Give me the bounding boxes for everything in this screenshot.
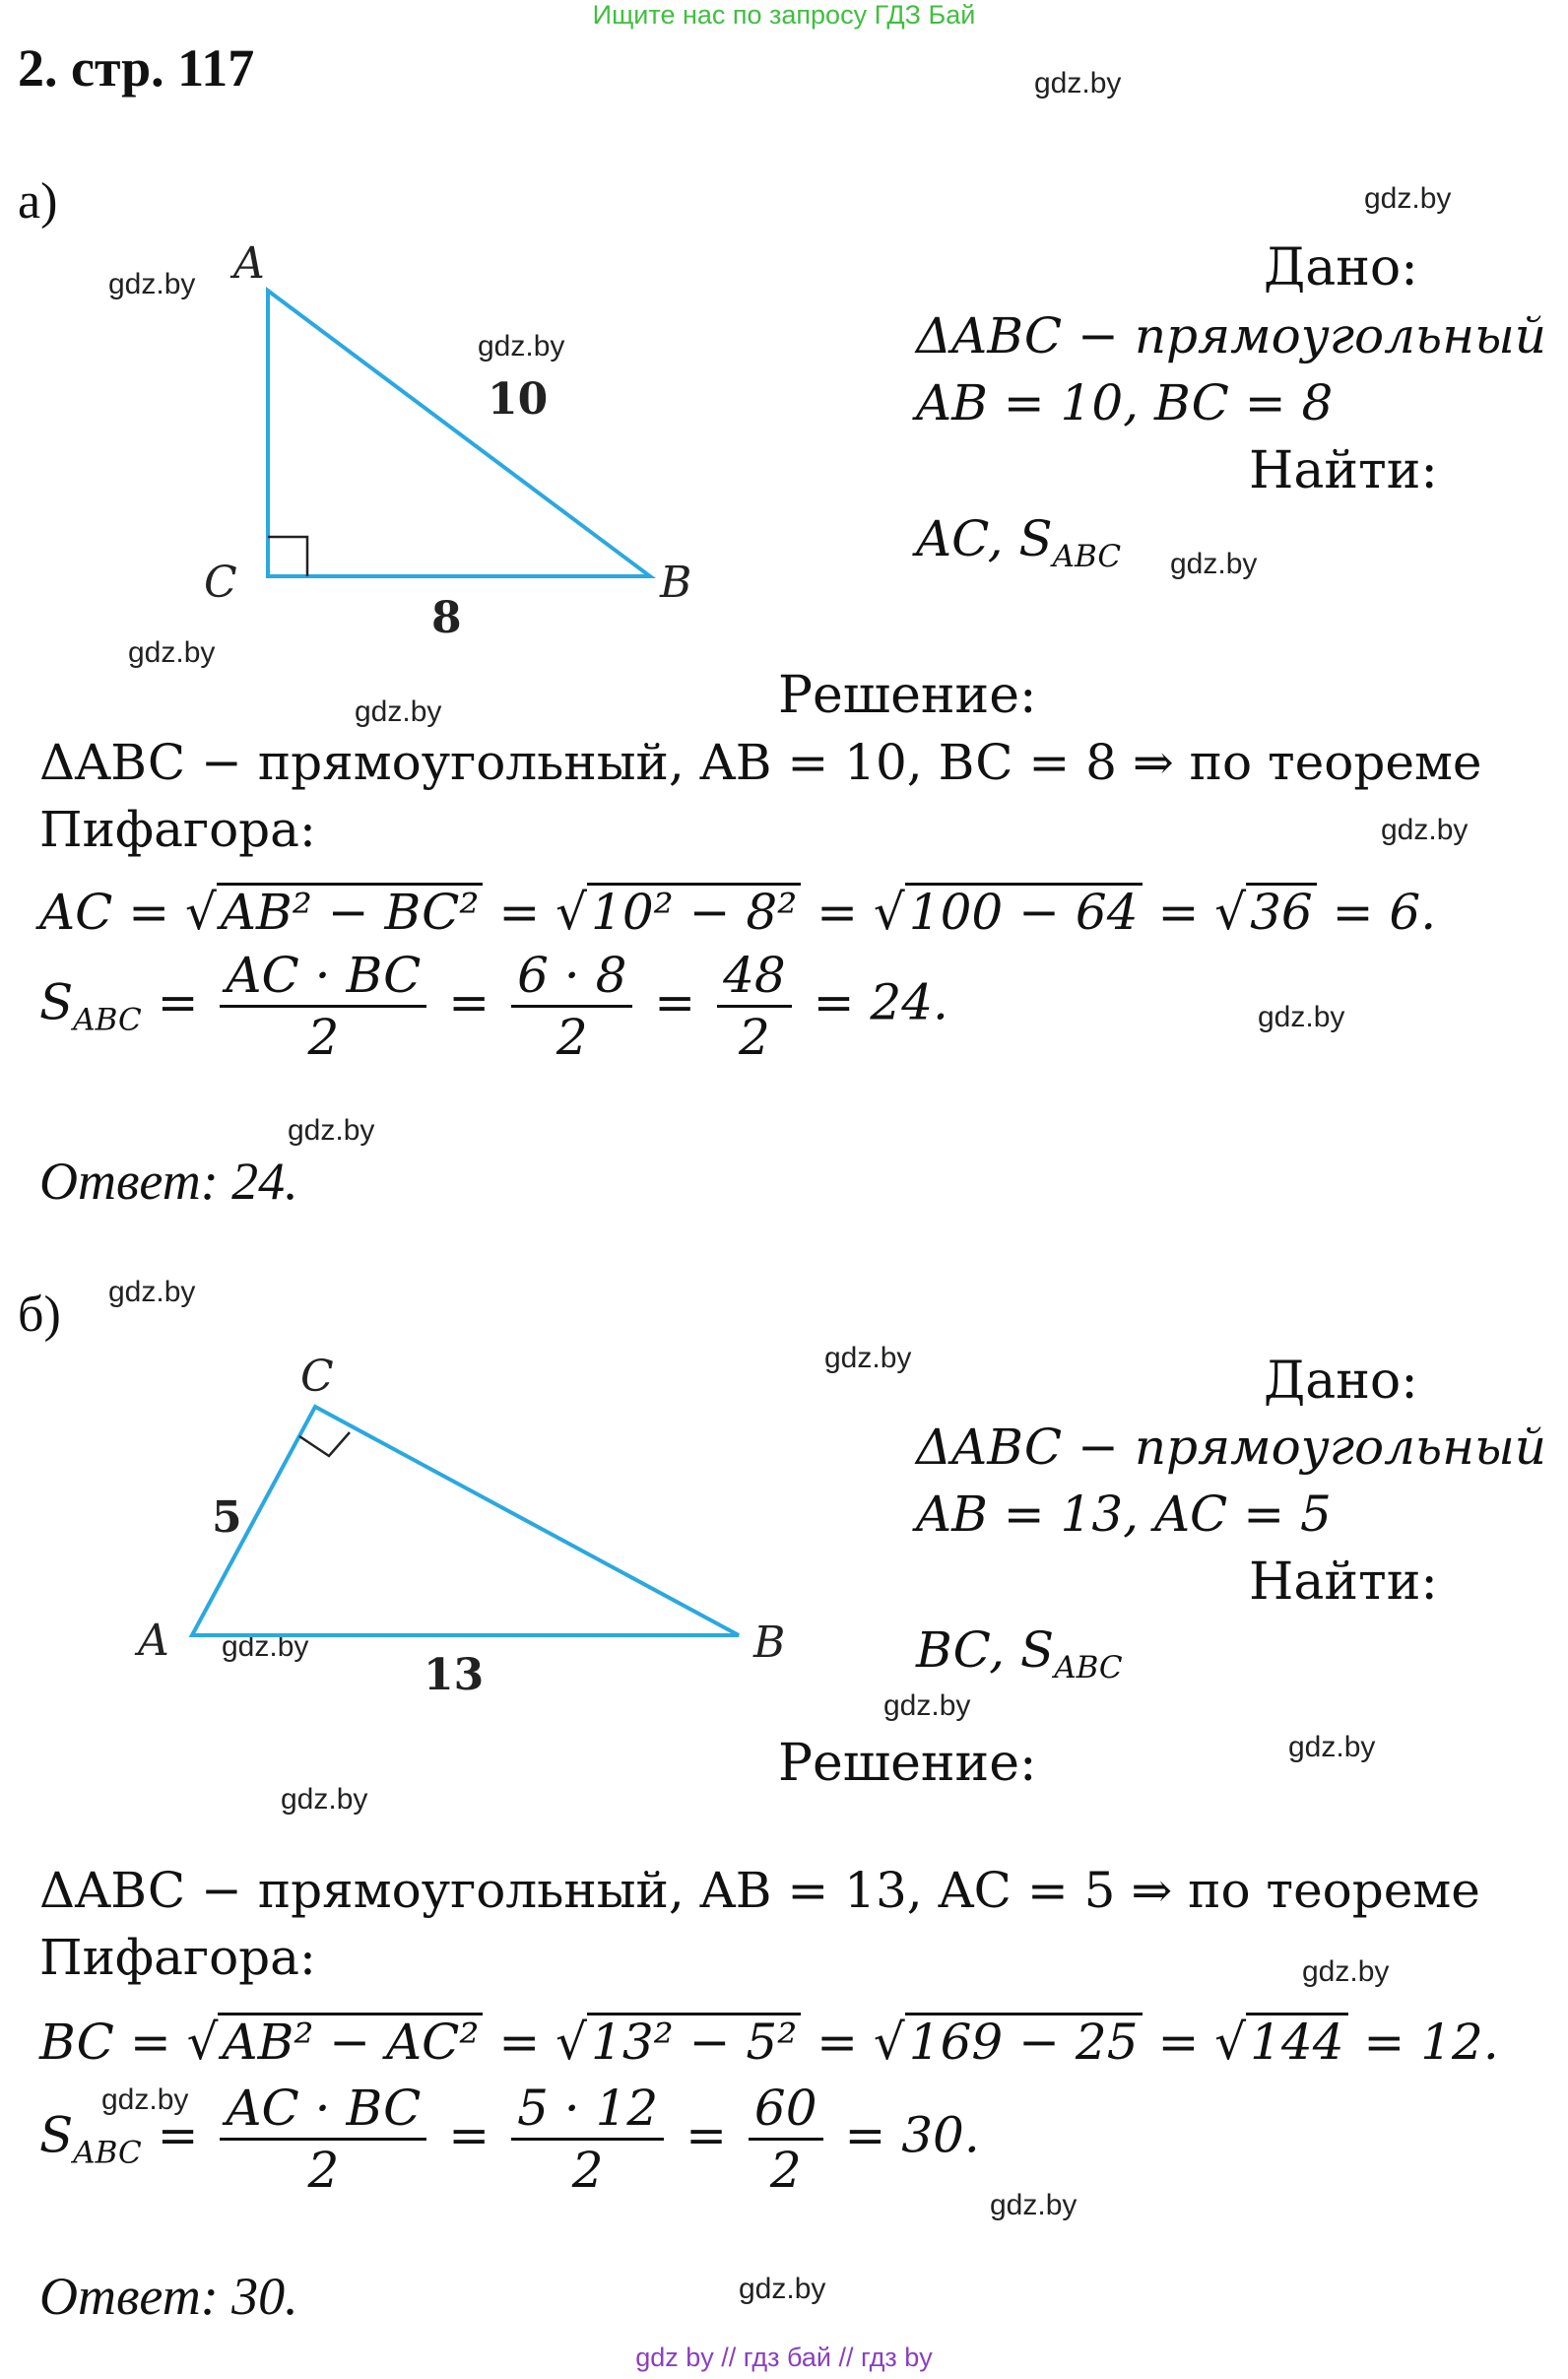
- given-line: AB = 13, AC = 5: [916, 1486, 1332, 1543]
- equation-ac: AC = √AB² − BC² = √10² − 8² = √100 − 64 = √36 = 6.: [39, 884, 1437, 941]
- watermark: gdz.by: [824, 1342, 912, 1374]
- watermark: gdz.by: [1302, 1955, 1390, 1988]
- vertex-c-label: C: [204, 558, 237, 608]
- watermark: gdz.by: [1034, 67, 1122, 99]
- find-line: AC, $S_{ABC}$: [916, 510, 1122, 574]
- bottom-banner[interactable]: gdz by // гдз бай // гдз by: [635, 2343, 933, 2372]
- hypotenuse-label: 10: [488, 374, 549, 425]
- given-line: ΔABC − прямоугольный: [916, 307, 1546, 364]
- page-title: 2. стр. 117: [18, 38, 255, 98]
- vertex-a-label: A: [233, 238, 265, 289]
- solution-header: Решение:: [778, 1734, 1037, 1793]
- triangle-a: [204, 238, 691, 643]
- leg-label: 8: [431, 593, 462, 643]
- find-line: BC, $S_{ABC}$: [916, 1621, 1123, 1685]
- watermark: gdz.by: [281, 1783, 368, 1816]
- top-banner[interactable]: Ищите нас по запросу ГДЗ Бай: [592, 0, 976, 30]
- watermark: gdz.by: [108, 268, 196, 300]
- given-line: ΔABC − прямоугольный: [916, 1419, 1546, 1476]
- watermark: gdz.by: [478, 330, 565, 363]
- equation-bc: BC = √AB² − AC² = √13² − 5² = √169 − 25 = √144 = 12.: [39, 2014, 1499, 2071]
- watermark: gdz.by: [1381, 814, 1469, 846]
- watermark: gdz.by: [739, 2273, 826, 2305]
- watermark: gdz.by: [128, 636, 216, 669]
- watermark: gdz.by: [288, 1114, 375, 1147]
- watermark: gdz.by: [355, 695, 442, 728]
- hypotenuse-label: 13: [424, 1650, 485, 1700]
- solution-header: Решение:: [778, 666, 1037, 725]
- watermark: gdz.by: [1364, 182, 1452, 215]
- watermark: gdz.by: [1288, 1731, 1376, 1763]
- watermark: gdz.by: [883, 1689, 971, 1722]
- given-header: Дано:: [1264, 1352, 1418, 1411]
- given-header: Дано:: [1264, 238, 1418, 297]
- leg-label: 5: [212, 1492, 242, 1543]
- part-a-label: а): [18, 173, 58, 230]
- watermark: gdz.by: [990, 2189, 1078, 2221]
- vertex-c-label: C: [300, 1352, 334, 1402]
- solution-line: Пифагора:: [39, 801, 316, 858]
- vertex-a-label: A: [138, 1616, 169, 1666]
- watermark: gdz.by: [1170, 548, 1258, 580]
- watermark: gdz.by: [1258, 1001, 1345, 1033]
- triangle-b: [134, 1352, 785, 1700]
- equation-area: $S_{ABC}$ = $\frac{AC \cdot BC}{2}$ = $\frac{5 \cdot 12}{2}$ = $\frac{60}{2}$ = 30.: [39, 2080, 980, 2199]
- find-header: Найти:: [1249, 1553, 1438, 1612]
- equation-area: $S_{ABC}$ = $\frac{AC \cdot BC}{2}$ = $\frac{6 \cdot 8}{2}$ = $\frac{48}{2}$ = 24.: [39, 947, 948, 1066]
- watermark: gdz.by: [101, 2083, 189, 2116]
- find-header: Найти:: [1249, 441, 1438, 500]
- vertex-b-label: B: [753, 1618, 786, 1668]
- solution-line: ΔABC − прямоугольный, AB = 13, AC = 5 ⇒ по теореме: [39, 1862, 1480, 1919]
- solution-line: ΔABC − прямоугольный, AB = 10, BC = 8 ⇒ по теореме: [39, 734, 1482, 791]
- vertex-b-label: B: [660, 558, 692, 608]
- watermark: gdz.by: [222, 1630, 309, 1663]
- solution-line: Пифагора:: [39, 1929, 316, 1986]
- given-line: AB = 10, BC = 8: [916, 374, 1334, 431]
- answer: Ответ: 24.: [39, 1152, 298, 1211]
- watermark: gdz.by: [108, 1276, 196, 1308]
- answer: Ответ: 30.: [39, 2267, 298, 2326]
- part-b-label: б): [18, 1287, 61, 1343]
